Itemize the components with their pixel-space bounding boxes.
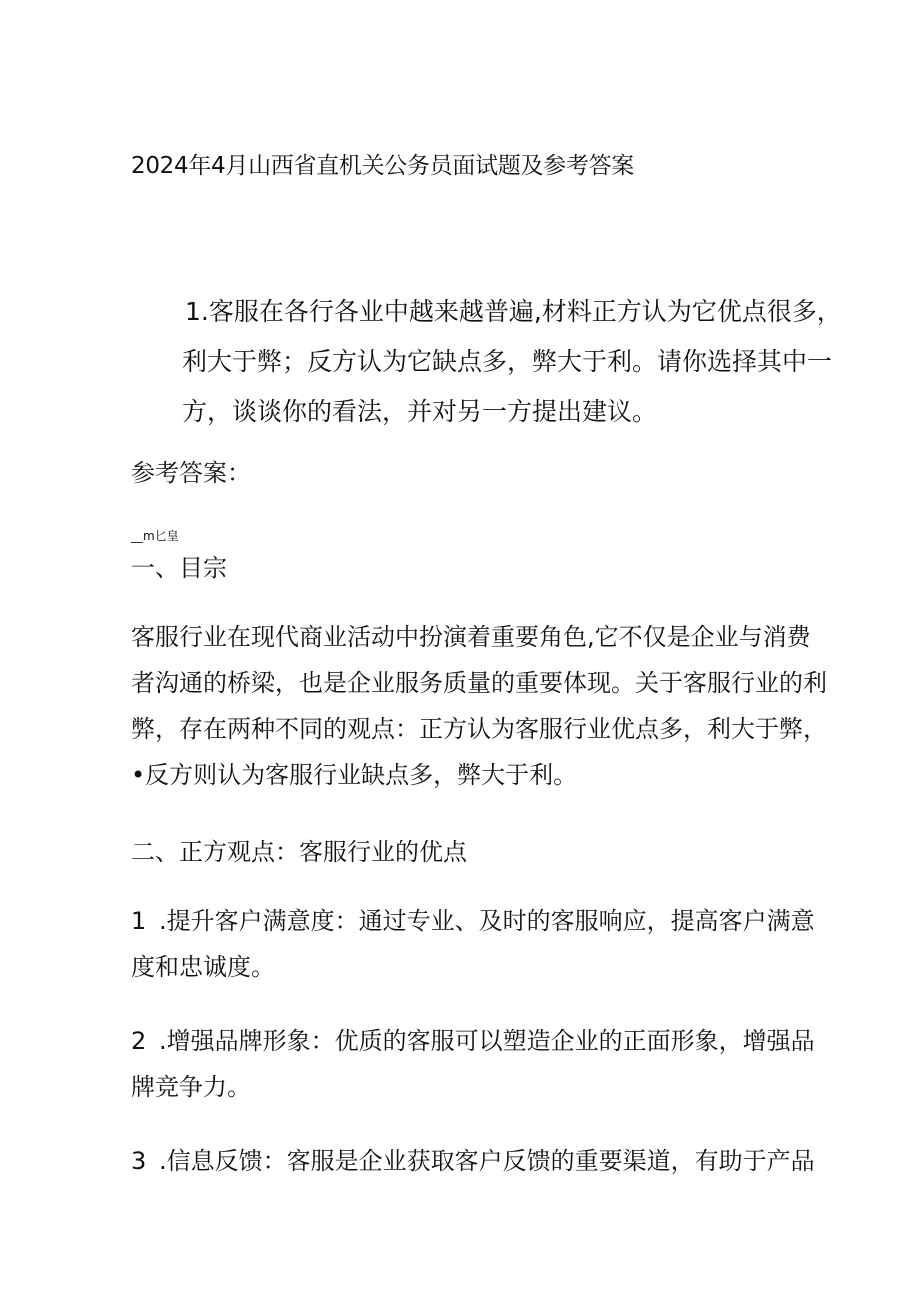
list-item-text: .提升客户满意度：通过专业、及时的客服响应，提高客户满意 xyxy=(159,907,815,935)
question-line: 利大于弊；反方认为它缺点多，弊大于利。请你选择其中一 xyxy=(182,347,833,376)
list-item-number: 2 xyxy=(131,1027,147,1055)
question-paragraph xyxy=(131,287,842,437)
small-note: __m匕皇 xyxy=(131,529,179,543)
list-item-2 xyxy=(131,1018,815,1110)
question-line: 方，谈谈你的看法，并对另一方提出建议。 xyxy=(182,397,658,426)
list-item-number: 3 xyxy=(131,1147,147,1175)
list-item-text: .信息反馈：客服是企业获取客户反馈的重要渠道，有助于产品 xyxy=(159,1147,815,1175)
paragraph-line: 者沟通的桥梁，也是企业服务质量的重要体现。关于客服行业的利 xyxy=(131,669,827,697)
question-line: 1.客服在各行各业中越来越普遍,材料正方认为它优点很多， xyxy=(185,297,842,326)
section1-paragraph xyxy=(131,614,827,798)
paragraph-line: 弊，存在两种不同的观点：正方认为客服行业优点多，利大于弊， xyxy=(131,715,827,743)
document-title: 2024年4月山西省直机关公务员面试题及参考答案 xyxy=(131,153,634,179)
answer-label: 参考答案： xyxy=(131,459,251,487)
section-heading-2: 二、正方观点：客服行业的优点 xyxy=(131,838,467,866)
paragraph-line: 客服行业在现代商业活动中扮演着重要角色,它不仅是企业与消费 xyxy=(131,623,811,651)
list-item-text: .增强品牌形象：优质的客服可以塑造企业的正面形象，增强品 xyxy=(159,1027,815,1055)
list-item-line: 牌竞争力。 xyxy=(131,1073,251,1101)
list-item-number: 1 xyxy=(131,907,147,935)
list-item-3 xyxy=(131,1138,815,1184)
section-heading-1: 一、目宗 xyxy=(131,554,227,582)
list-item-line xyxy=(131,1018,815,1064)
list-item-line xyxy=(131,1138,815,1184)
list-item-1 xyxy=(131,898,815,990)
list-item-line xyxy=(131,898,815,944)
paragraph-line: •反方则认为客服行业缺点多，弊大于利。 xyxy=(131,761,578,789)
list-item-line: 度和忠诚度。 xyxy=(131,953,275,981)
